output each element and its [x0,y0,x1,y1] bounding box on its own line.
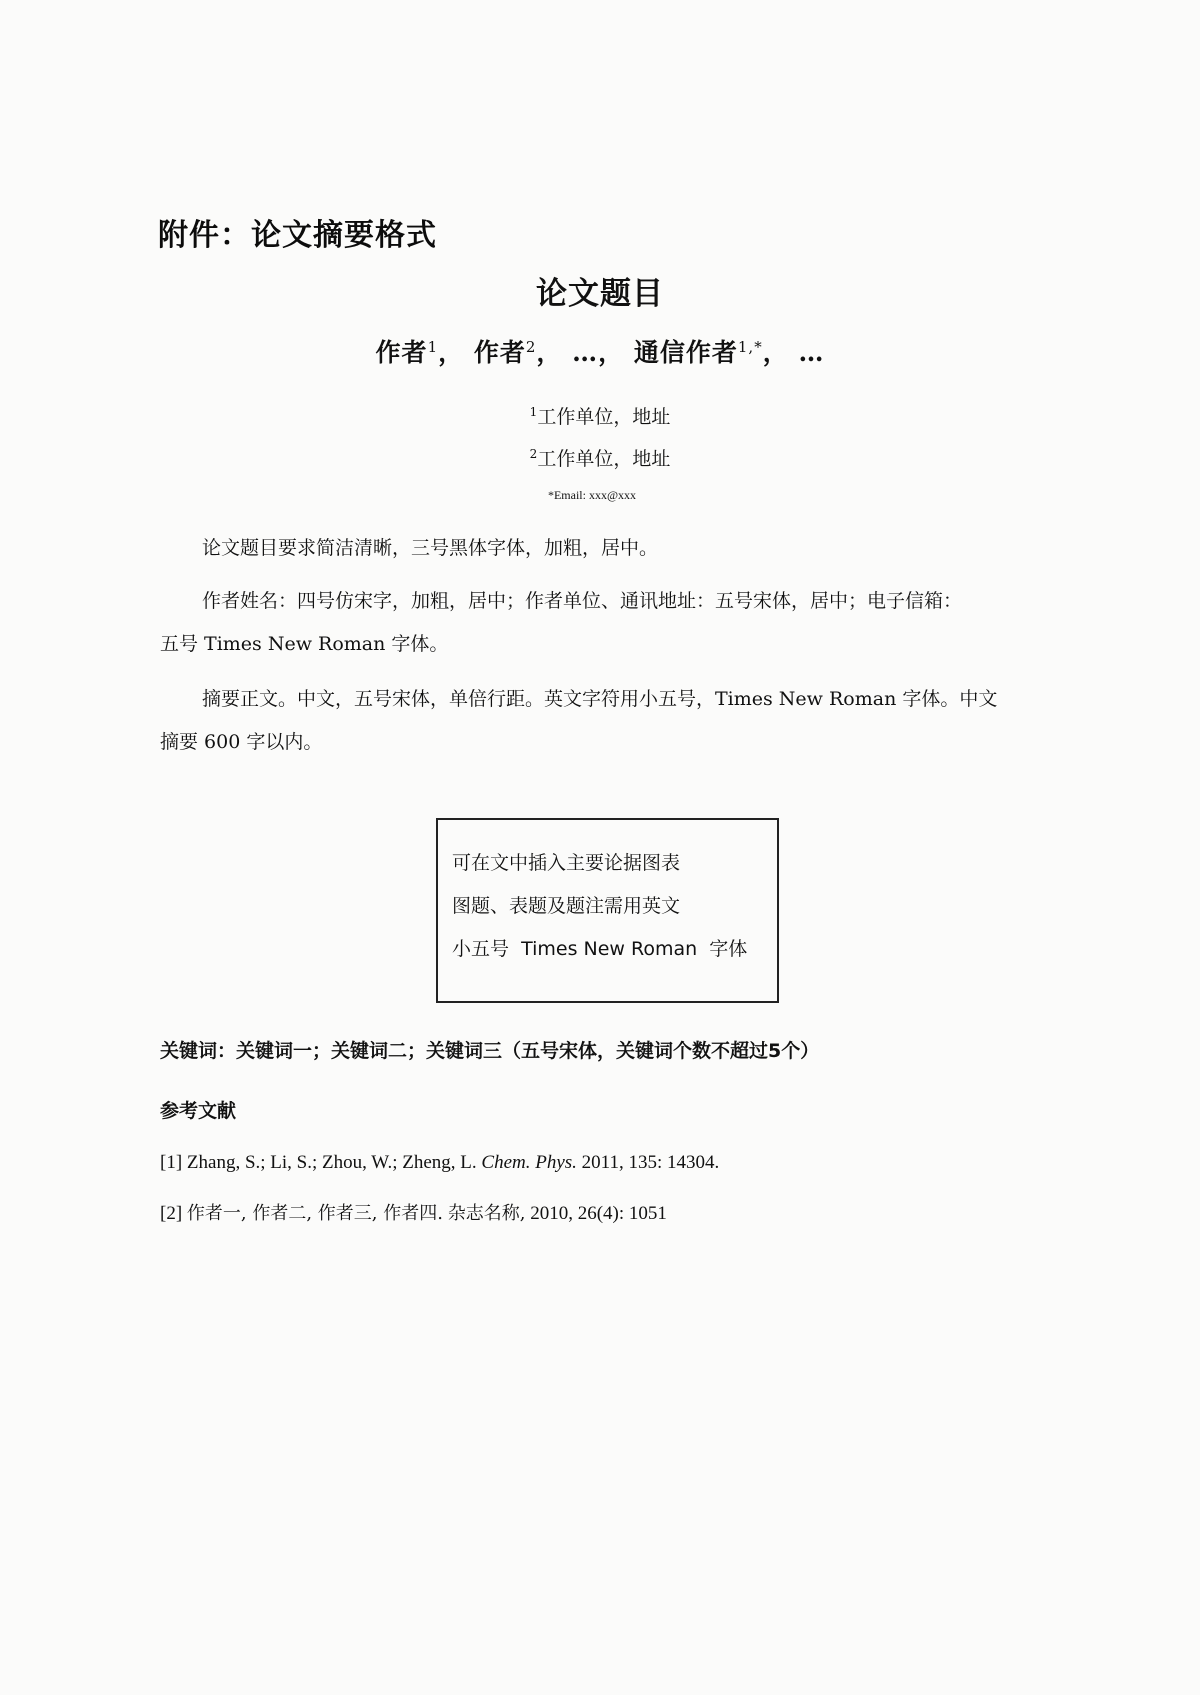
author-affil-mark: 1,* [737,338,763,356]
reference-authors: Zhang, S.; Li, S.; Zhou, W.; Zheng, L. [186,1152,477,1173]
reference-item-1 [160,1152,719,1174]
paragraph-text: 作者姓名：四号仿宋字，加粗，居中；作者单位、通讯地址：五号宋体，居中；电子信箱： [202,590,963,612]
affiliation-text: 工作单位，地址 [537,406,671,428]
author-line [0,333,1200,369]
paragraph-author-format [160,580,1060,666]
figure-placeholder-line: 可在文中插入主要论据图表 [452,852,681,874]
reference-label: [2] [160,1203,183,1224]
keywords-line: 关键词：关键词一；关键词二；关键词三（五号宋体，关键词个数不超过5个） [160,1040,820,1062]
author-ellipsis: … [572,338,599,367]
author-sep: ， [438,338,465,367]
paragraph-text: 论文题目要求简洁清晰，三号黑体字体，加粗，居中。 [202,537,659,559]
reference-label: [1] [160,1152,183,1173]
author-name: 作者 [473,338,526,367]
author-sep: ， [762,338,789,367]
author-affil-mark: 1 [427,338,439,356]
author-name: 作者 [375,338,428,367]
paper-title: 论文题目 [536,276,664,312]
affiliation-text: 工作单位，地址 [537,448,671,470]
corresponding-author-name: 通信作者 [633,338,738,367]
paragraph-text: 摘要正文。中文，五号宋体，单倍行距。英文字符用小五号，Times New Roman 字体。中文 [202,688,998,710]
author-sep: ， [598,338,625,367]
reference-details: 2011, 135: 14304. [581,1152,720,1173]
references-heading: 参考文献 [160,1100,237,1122]
reference-journal: Chem. Phys. [481,1152,577,1173]
reference-item-2 [160,1199,667,1225]
paragraph-title-format [160,527,1060,570]
attachment-heading: 附件：论文摘要格式 [158,218,437,253]
reference-authors: 作者一, 作者二, 作者三, 作者四. [186,1203,443,1224]
author-affil-mark: 2 [525,338,537,356]
reference-journal: 杂志名称, [447,1203,526,1224]
paragraph-abstract-format [160,678,1060,764]
paragraph-text: 摘要 600 字以内。 [160,731,323,753]
affiliation-2 [0,444,1200,471]
author-ellipsis: … [798,338,825,367]
reference-details: 2010, 26(4): 1051 [530,1203,667,1224]
figure-placeholder-line: 图题、表题及题注需用英文 [452,895,681,917]
affiliation-mark: 2 [529,447,538,461]
affiliation-1 [0,402,1200,429]
affiliation-mark: 1 [529,405,538,419]
corresponding-email: *Email: xxx@xxx [547,488,637,502]
author-sep: ， [536,338,563,367]
figure-placeholder-line: 小五号 Times New Roman 字体 [452,938,748,960]
paragraph-text: 五号 Times New Roman 字体。 [160,633,449,655]
figure-placeholder-box [436,818,779,1003]
